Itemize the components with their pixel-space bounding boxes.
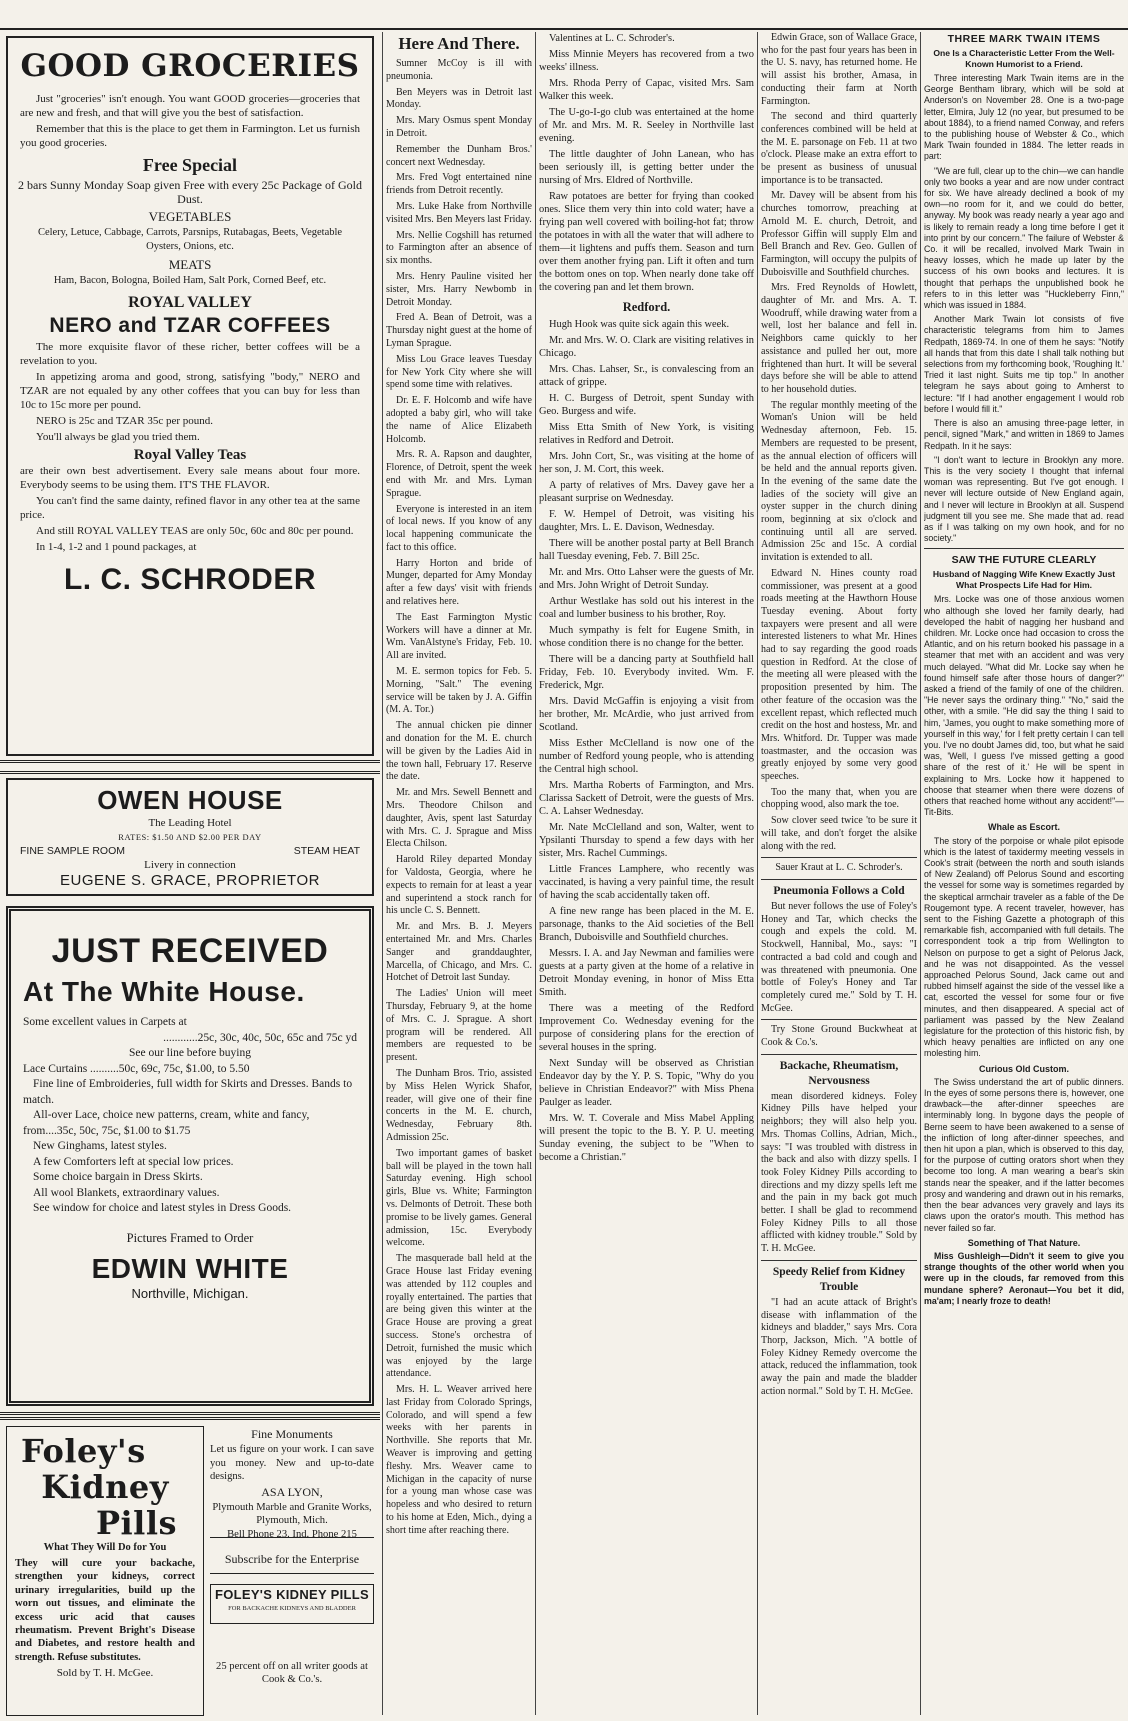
- news-item: Arthur Westlake has sold out his interest in the coal and lumber business to his brother, Roy.: [539, 596, 754, 620]
- monuments-body: Let us figure on your work. I can save you money. New and up-to-date designs.: [210, 1444, 374, 1483]
- sample-room-label: FINE SAMPLE ROOM: [20, 845, 126, 857]
- col4-divider-2: [761, 879, 917, 880]
- news-item: H. C. Burgess of Detroit, spent Sunday with Geo. Burgess and wife.: [539, 393, 754, 417]
- owen-house-title: OWEN HOUSE: [97, 785, 283, 815]
- custom-body: The Swiss understand the art of public dinners. In the eyes of some persons there is, however, one drawback—the after-dinner speeches are interminably long. In bygone days the people of Berne seem to have been awakened to a sense of the infliction of long after-dinner speeches, and then hit upon a plan, which is observed to this day, for the purpose of cutting orators short when they become too long. A man wearing a bear's skin stands near the speaker, and if the latter becomes prosy and wandering and drawn out in his remarks, then the bear advances very gravely and lays its claws upon the orator's mouth. This method has never failed so far.: [924, 1076, 1124, 1233]
- news-item: Harold Riley departed Monday for Valdosta, Georgia, where he expects to remain for at least a year and superintend a stock ranch for his uncle C. S. Bennett.: [386, 854, 532, 917]
- discount-notice: 25 percent off on all writer goods at Cook & Co.'s.: [216, 1661, 368, 1686]
- backache-heading: Backache, Rheumatism, Nervousness: [779, 1059, 899, 1087]
- news-item: Mrs. Fred Reynolds of Howlett, daughter of Mr. and Mrs. A. T. Woodruff, while drawing water from a well, lost her balance and fell in. Neighbors came quickly to her assistance and pulled her out, more frightened than hurt. It will be several days before she will be able to attend to her household duties.: [761, 282, 917, 395]
- news-item: Mrs. Henry Pauline visited her sister, Mrs. Harry Newbomb in Detroit Monday.: [386, 270, 532, 308]
- column-features: [924, 32, 1124, 1712]
- community-items: [761, 32, 917, 853]
- news-item: Edwin Grace, son of Wallace Grace, who for the past four years has been in the U. S. navy, has returned home. He will assist his brother, Amasa, in conducting their farm at North Farmington.: [761, 32, 917, 107]
- white-line-7: New Ginghams, latest styles.: [33, 1140, 167, 1152]
- coffee-text-4: You'll always be glad you tried them.: [36, 431, 200, 443]
- white-house-list: [23, 1015, 357, 1217]
- news-item: Miss Etta Smith of New York, is visiting relatives in Redford and Detroit.: [539, 422, 754, 446]
- owen-house-subtitle: The Leading Hotel: [148, 817, 232, 829]
- news-item: Mrs. Mary Osmus spent Monday in Detroit.: [386, 115, 532, 139]
- column-rule-2: [535, 32, 536, 1715]
- foley-small-ad: [210, 1584, 374, 1624]
- news-item: Mr. and Mrs. B. J. Meyers entertained Mr. and Mrs. Charles Sanger and granddaughter, Marcella, of Chicago, and Mrs. C. Hotchet of Detroit last Sunday.: [386, 921, 532, 984]
- news-item: Raw potatoes are better for frying than cooked ones. Slice them very thin into cold water; have a frying pan well covered with boiling-hot fat; throw the potatoes in with all the water that will adhere to them—it lightens and puffs them. Season and turn over them another frying pan. Lift it often and turn the bottom ones on top. When nearly done take off the covering pan and let them brown.: [539, 191, 754, 293]
- twain-subheading: One Is a Characteristic Letter From the Well-Known Humorist to a Friend.: [933, 48, 1115, 69]
- news-item: Mr. Davey will be absent from his churches tomorrow, preaching at Arnold M. E. church, Detroit, and Professor Giffin will supply Elm and Bell Branch and Rev. Geo. Gullen of Farmington, will occupy the pulpits of Duboisville and Southfield churches.: [761, 190, 917, 278]
- column-redford: [539, 32, 754, 1712]
- buckwheat-notice: Try Stone Ground Buckwheat at Cook & Co.'s.: [761, 1024, 917, 1049]
- news-item: Much sympathy is felt for Eugene Smith, in whose condition there is no change for the better.: [539, 625, 754, 649]
- monuments-title: Fine Monuments: [251, 1427, 333, 1441]
- foley-body: They will cure your backache, strengthen your kidneys, correct urinary irregularities, build up the worn out tissues, and eliminate the excess uric acid that causes rheumatism. Prevent Bright's Disease and Diabetes, and restore health and strength. Refuse substitutes.: [15, 1558, 195, 1663]
- news-item: The East Farmington Mystic Workers will have a dinner at Mr. Wm. VanAlstyne's Friday, Feb. 10. All are invited.: [386, 611, 532, 662]
- groceries-intro2: Remember that this is the place to get them in Farmington. Let us furnish you good groceries.: [20, 123, 360, 149]
- news-item: Mrs. Nellie Cogshill has returned to Farmington after an absence of six months.: [386, 229, 532, 267]
- article-paragraph: There is also an amusing three-page letter, in pencil, signed "Mark," and written in 1869 to James Redpath. In it he says:: [924, 418, 1124, 451]
- news-item: Two important games of basket ball will be played in the town hall Saturday evening. High school girls, Blue vs. White; Farmington vs. Delmonts of Detroit. These both promise to be lively games. General admission, 15c. Everybody welcome.: [386, 1147, 532, 1249]
- ornament-rule-1: [0, 760, 380, 774]
- news-item: Mrs. Luke Hake from Northville visited Mrs. Ben Meyers last Friday.: [386, 200, 532, 225]
- article-paragraph: Another Mark Twain lot consists of five characteristic telegrams from him to James Redpath, 1869-74. In one of them he says: "Notify all hands that from this date I shall talk nothing but selections from my forthcoming book, 'Roughing It.' Tried it last night. Suits me tip top." In another telegram he says about going to Amherst to lecture: "If I had another engagement I would rob before I would fill it.": [924, 314, 1124, 414]
- news-item: Ben Meyers was in Detroit last Monday.: [386, 86, 532, 111]
- news-item: Sow clover seed twice 'to be sure it will take, and don't forget the alsike along with the red.: [761, 815, 917, 852]
- news-item: Mr. Nate McClelland and son, Walter, went to Ypsilanti Thursday to spend a few days with her sister, Mrs. Rachel Cummings.: [539, 822, 754, 859]
- news-item: The annual chicken pie dinner and donation for the M. E. church will be given by the Ladies Aid in the town hall, February 17. Reserve the date.: [386, 720, 532, 783]
- twain-items: [924, 73, 1124, 544]
- news-item: Mrs. Martha Roberts of Farmington, and Mrs. Clarissa Sackett of Detroit, were the guests of Mrs. C. A. Lahser Wednesday.: [539, 780, 754, 817]
- news-item: There was a meeting of the Redford Improvement Co. Wednesday evening for the purpose of considering plans for the erection of several houses in the spring.: [539, 1003, 754, 1053]
- subscribe-notice: Subscribe for the Enterprise: [210, 1546, 374, 1574]
- white-line-4: Lace Curtains ..........50c, 69c, 75c, $1.00, to 5.50: [23, 1062, 250, 1075]
- free-special-title: Free Special: [142, 155, 238, 175]
- news-item: Mr. and Mrs. W. O. Clark are visiting relatives in Chicago.: [539, 335, 754, 359]
- foley-title-3: Pills: [95, 1504, 177, 1542]
- news-item: Dr. E. F. Holcomb and wife have adopted a baby girl, who will take the name of Alice Elizabeth Holcomb.: [386, 395, 532, 445]
- news-item: F. W. Hempel of Detroit, was visiting his daughter, Mrs. L. E. Davison, Wednesday.: [539, 509, 754, 533]
- top-rule: [0, 28, 1128, 30]
- here-and-there-items: [386, 58, 532, 1538]
- relief-heading: Speedy Relief from Kidney Trouble: [772, 1265, 906, 1293]
- article-paragraph: "We are full, clear up to the chin—we can handle only two books a year and are now under contract for six. We have already declined a book of my own—no room for it, and we could do better, anyway. My book was ready nearly a year ago and is likely to remain ready a long time before I get it into print by our concern." The failure of Webster & Co. it will be recalled, involved Mark Twain in heavy losses, which he made up later by the success of his own books and lectures. It is thought that perhaps the unpublished book he refers to in this letter was "Huckleberry Finn," which was issued in 1884.: [924, 165, 1124, 311]
- news-item: Mrs. Rhoda Perry of Capac, visited Mrs. Sam Walker this week.: [539, 78, 754, 102]
- column-here-and-there: [386, 32, 532, 1712]
- column-rule-1: [382, 32, 383, 1715]
- meats-text: Ham, Bacon, Bologna, Boiled Ham, Salt Pork, Corned Beef, etc.: [53, 275, 327, 286]
- monuments-ad: [210, 1426, 374, 1538]
- news-item: Messrs. I. A. and Jay Newman and families were guests at a party given at the home of a relative in Detroit Monday evening, in honor of Miss Etta Smith.: [539, 948, 754, 998]
- vegetables-title: VEGETABLES: [148, 209, 232, 224]
- news-item: Too the many that, when you are chopping wood, also mark the toe.: [761, 786, 917, 811]
- coffee-text-1: The more exquisite flavor of these richer, better coffees will be a revelation to you.: [20, 341, 360, 367]
- white-line-5: Fine line of Embroideries, full width for Skirts and Dresses. Bands to match.: [23, 1078, 353, 1106]
- news-item: Everyone is interested in an item of local news. If you know of any local happening communicate the fact to this office.: [386, 503, 532, 553]
- news-item: Mr. and Mrs. Sewell Bennett and Mrs. Theodore Chilson and daughter, Avis, spent last Saturday with Mrs. C. J. Sprague and Miss Electa Chilson.: [386, 787, 532, 850]
- pneumonia-heading: Pneumonia Follows a Cold: [773, 885, 905, 897]
- foley-tagline: What They Will Do for You: [43, 1542, 167, 1553]
- redford-heading: Redford.: [622, 300, 671, 314]
- news-item: Mrs. W. T. Coverale and Miss Mabel Appling will present the topic to the B. Y. P. U. meeting Sunday evening, the subject to be "When to become a Christian.": [539, 1113, 754, 1163]
- royal-valley-title: ROYAL VALLEY: [128, 294, 252, 311]
- foley-title-1: Foley's: [21, 1432, 146, 1470]
- white-line-8: A few Comforters left at special low prices.: [33, 1155, 234, 1168]
- news-item: The little daughter of John Lanean, who has been seriously ill, is getting better under the nursing of Mrs. Eldred of Northville.: [539, 149, 754, 186]
- white-line-3: See our line before buying: [129, 1047, 251, 1059]
- monuments-name: ASA LYON,: [261, 1484, 323, 1499]
- ornament-rule-2: [0, 1412, 380, 1420]
- white-house-title-1: JUST RECEIVED: [51, 932, 329, 970]
- coffees-title: NERO and TZAR COFFEES: [49, 314, 331, 337]
- col5-divider-1: [924, 548, 1124, 549]
- foley-pills-ad: [6, 1426, 204, 1716]
- news-item: Hugh Hook was quite sick again this week.: [549, 319, 730, 330]
- teas-title: Royal Valley Teas: [133, 447, 247, 463]
- white-line-11: See window for choice and latest styles in Dress Goods.: [33, 1202, 292, 1214]
- groceries-title: GOOD GROCERIES: [20, 48, 360, 84]
- coffee-text-2: In appetizing aroma and good, strong, satisfying "body," NERO and TZAR are not equaled by any other coffees that you can buy for less than 10c to 15c more per pound.: [20, 371, 360, 411]
- news-item: A party of relatives of Mrs. Davey gave her a pleasant surprise on Wednesday.: [539, 480, 754, 504]
- nature-body: Miss Gushleigh—Didn't it seem to give you strange thoughts of the other world when you were up in the clouds, far removed from this mundane sphere? Aeronaut—You bet it did, ma'am; I nearly froze to death!: [924, 1250, 1124, 1306]
- twain-heading: THREE MARK TWAIN ITEMS: [947, 33, 1101, 45]
- news-item: The Dunham Bros. Trio, assisted by Miss Helen Wyrick Shafor, reader, will give one of their fine concerts in the M. E. church, Wednesday, February 8th. Admission 25c.: [386, 1067, 532, 1143]
- redford-items: [539, 318, 754, 1164]
- sauer-kraut-notice: Sauer Kraut at L. C. Schroder's.: [775, 862, 903, 874]
- pictures-framed: Pictures Framed to Order: [126, 1230, 254, 1245]
- future-heading: SAW THE FUTURE CLEARLY: [951, 554, 1097, 567]
- steam-heat-label: STEAM HEAT: [293, 845, 360, 857]
- column-rule-4: [920, 32, 921, 1715]
- news-item: Sumner McCoy is ill with pneumonia.: [386, 58, 532, 82]
- white-house-ad: [6, 906, 374, 1406]
- free-special-text: 2 bars Sunny Monday Soap given Free with every 25c Package of Gold Dust.: [18, 178, 362, 206]
- owen-house-livery: Livery in connection: [144, 859, 236, 871]
- vegetables-text: Celery, Letuce, Cabbage, Carrots, Parsnips, Rutabagas, Beets, Vegetable Oysters, Onions, etc.: [37, 227, 343, 252]
- foley-small-title: FOLEY'S KIDNEY PILLS: [214, 1587, 370, 1602]
- news-item: Mrs. John Cort, Sr., was visiting at the home of her son, J. M. Cort, this week.: [539, 451, 754, 475]
- local-items: [539, 32, 754, 294]
- news-item: Miss Lou Grace leaves Tuesday for New York City where she will spend some time with relatives.: [386, 353, 532, 391]
- column-community: [761, 32, 917, 1712]
- coffee-text-3: NERO is 25c and TZAR 35c per pound.: [36, 415, 213, 427]
- custom-heading: Curious Old Custom.: [979, 1063, 1069, 1074]
- news-item: There will be another postal party at Bell Branch hall Tuesday evening, Feb. 7. Bill 25c.: [539, 538, 754, 562]
- backache-body: mean disordered kidneys. Foley Kidney Pills have helped your neighbors; they will also help you. Mrs. Thomas Collins, Adrian, Mich., says: "I was troubled with distress in the back and also with dizzy spells. I took Foley Kidney Pills according to directions and my dizzy spells left me and the pain in my back got much better. I shall be glad to recommend Foley Kidney Pills to all those afflicted with kidney trouble." Sold by T. H. McGee.: [761, 1090, 917, 1255]
- white-line-9: Some choice bargain in Dress Skirts.: [33, 1171, 203, 1183]
- col4-divider-1: [761, 857, 917, 858]
- nature-heading: Something of That Nature.: [967, 1237, 1081, 1248]
- teas-text-3: And still ROYAL VALLEY TEAS are only 50c, 60c and 80c per pound.: [36, 525, 354, 537]
- owen-house-rates: RATES: $1.50 AND $2.00 PER DAY: [118, 832, 262, 842]
- here-and-there-heading: Here And There.: [398, 34, 520, 53]
- news-item: Miss Esther McClelland is now one of the number of Redford young people, who is attending the Central high school.: [539, 738, 754, 775]
- col4-divider-5: [761, 1260, 917, 1261]
- pneumonia-body: But never follows the use of Foley's Honey and Tar, which checks the cough and expels the cold. M. Stockwell, Hannibal, Mo., says: "I contracted a bad cold and cough and was threatened with pneumonia. One bottle of Foley's Honey and Tar completely cured me." Sold by T. H. McGee.: [761, 901, 917, 1014]
- article-paragraph: Three interesting Mark Twain items are in the George Bentham library, which will be sold at Anderson's on November 28. One is a two-page letter, Elmira, July 12 (no year, but presumed to be about 1884), to a friend named Conway, and refers to the publishing house of Webster & Co., which Mark Twain founded in 1884. The letter reads in part:: [924, 73, 1124, 162]
- foley-sold-by: Sold by T. H. McGee.: [56, 1667, 154, 1680]
- teas-text-1: are their own best advertisement. Every sale means about four more. Everybody seems to be using them. IT'S THE FLAVOR.: [20, 465, 360, 491]
- whale-body: The story of the porpoise or whale pilot episode which is the latest of taxidermy meeting vessels in Cook's strait (between the north and south islands of New Zealand) off Pelorus Sound and escorting the vessel for some way is sometimes regarded by the skeptical armchair traveler as a fable of the De Rougemont type. A recent traveler, however, has sent to the Fishing Gazette a photograph of this remarkable fish, accompanied with full details. The correspondent took a trip from Wellington to Nelson on purpose to get a sight of Pelorus Jack, and he was not disappointed. As the vessel approached Pelorus Sound, Jack came out and rubbed himself against the side of the vessel like a cat, escorted the vessel for some four or five minutes, and then disappeared. A special act of parliament was passed by the New Zealand legislature for the protection of this historic fish, by which heavy penalties are inflicted on any one molesting him.: [924, 835, 1124, 1059]
- foley-title-2: Kidney: [41, 1468, 169, 1506]
- news-item: Edward N. Hines county road commissioner, was present at a good roads meeting at the Hawthorn House Tuesday evening. About forty taxpayers were present and all were interested listeners to what Mr. Hines had to say regarding the good roads question in Redford. At the close of the meeting all were pleased with the proposition presented by him. The other feature of the occasion was the excellent repast, which reflected much credit on the host and hostess, Mr. and Mrs. Whitford. Dr. Tupper was made toastmaster, and the occasion was greatly enjoyed by some very good speeches.: [761, 567, 917, 783]
- news-item: The masquerade ball held at the Grace House last Friday evening was attended by 112 couples and royally entertained. The parties that are being given this winter at the Grace House are proving a great success. Stone's orchestra of Detroit, furnished the music which was enjoyed by the large attendance.: [386, 1253, 532, 1380]
- future-body: Mrs. Locke was one of those anxious women who although she loved her family dearly, had developed the habit of nagging her husband and children. Mr. Locke once had occasion to cross the Atlantic, and on his return booked his passage in a steamer that met with an accident and was very much delayed. "What did Mr. Locke say when he found himself safe after those hours of danger?" asked a friend of the family of one of the children. "He never says the ordinary thing." "No," said the other, with a smile. "He did say the thing I said to him, 'James, you ought to make something more of yourself in this way,' for I felt pretty certain I can tell you. I've no doubt James did, too, but what he said was, 'Well, I guess I've missed getting a good share of the rest of it.' He will be spent in explaining to Mrs. Locke how it happened to choose that steamer when there were dozens of others that reached home without any accident!"—Tit-Bits.: [924, 594, 1124, 818]
- news-item: Remember the Dunham Bros.' concert next Wednesday.: [386, 143, 532, 168]
- article-paragraph: "I don't want to lecture in Brooklyn any more. This is the very society I thought that infernal woman was representing. But I've got enough. I never will lecture outside of New England again, and I never will lecture in Brooklyn at all. Suspend judgment till you see me. She made that ad. read as if I was talking on my own hook, and for no society.": [924, 454, 1124, 544]
- future-subheading: Husband of Nagging Wife Knew Exactly Just What Prospects Life Had for Him.: [932, 569, 1116, 590]
- groceries-ad: [6, 36, 374, 756]
- news-item: Mr. and Mrs. Otto Lahser were the guests of Mr. and Mrs. John Wright of Detroit Sunday.: [539, 567, 754, 591]
- news-item: M. E. sermon topics for Feb. 5. Morning, "Salt." The evening service will be taken by J. A. Giffin (M. A. Tor.): [386, 666, 532, 716]
- owen-house-features: [20, 844, 360, 858]
- news-item: Miss Minnie Meyers has recovered from a two weeks' illness.: [539, 49, 754, 73]
- owen-house-ad: [6, 778, 374, 896]
- edwin-white-name: EDWIN WHITE: [91, 1252, 289, 1284]
- news-item: The second and third quarterly conferences combined will be held at the M. E. parsonage on Feb. 11 at two o'clock. Please make an extra effort to be present as business of unusual importance is to be transacted.: [761, 111, 917, 186]
- news-item: Next Sunday will be observed as Christian Endeavor day by the Y. P. S. Topic, "Why do you believe in Christian Endeavor?" with Miss Phena Paulger as leader.: [539, 1058, 754, 1108]
- white-house-title-2: At The White House.: [23, 976, 305, 1007]
- white-line-2: ............25c, 30c, 40c, 50c, 65c and 75c yd: [163, 1031, 357, 1044]
- news-item: Little Frances Lamphere, who recently was vaccinated, is having a very painful time, the result of having the scab accidentally taken off.: [539, 864, 754, 901]
- news-item: There will be a dancing party at Southfield hall Friday, Feb. 10. Everybody invited. Wm. F. Frederick, Mgr.: [539, 654, 754, 691]
- white-line-6: All-over Lace, choice new patterns, cream, white and fancy, from....35c, 50c, 75c, $1.00 to $1.75: [23, 1109, 310, 1137]
- teas-text-2: You can't find the same dainty, refined flavor in any other tea at the same price.: [20, 495, 360, 521]
- relief-body: "I had an acute attack of Bright's disease with inflammation of the kidneys and bladder," says Mrs. Cora Thorp, Jackson, Mich. "A bottle of Foley Kidney Remedy overcome the attack, reduced the inflammation, took away the pain and made the bladder action normal." Sold by T. H. McGee.: [761, 1296, 917, 1397]
- news-item: Mrs. David McGaffin is enjoying a visit from her brother, Mr. McArdie, who just arrived from Scotland.: [539, 696, 754, 733]
- column-rule-3: [757, 32, 758, 1715]
- groceries-signature: L. C. SCHRODER: [63, 563, 316, 596]
- owen-house-proprietor: EUGENE S. GRACE, PROPRIETOR: [60, 872, 320, 889]
- monuments-works: Plymouth Marble and Granite Works, Plymouth, Mich.: [212, 1502, 372, 1527]
- col4-divider-4: [761, 1054, 917, 1055]
- news-item: Valentines at L. C. Schroder's.: [549, 33, 675, 44]
- monuments-phones: Bell Phone 23. Ind. Phone 215: [227, 1528, 357, 1540]
- news-item: The regular monthly meeting of the Woman's Union will be held Wednesday afternoon, Feb. 15. Members are requested to be present, as the annual election of officers will be held and the annual reports given. In the evening of the same date the ladies of the society will give an oyster supper in the church dining room, beginning at six o'clock and continuing until all are served. Admission 25c and 15c. A cordial invitation is extended to all.: [761, 399, 917, 564]
- meats-title: MEATS: [168, 257, 212, 272]
- teas-text-4: In 1-4, 1-2 and 1 pound packages, at: [36, 541, 197, 553]
- whale-heading: Whale as Escort.: [987, 822, 1061, 833]
- news-item: Mrs. H. L. Weaver arrived here last Friday from Colorado Springs, Colorado, and will spend a few weeks with her parents in Northville. She reports that Mr. Weaver is improving and getting fleshy. Mrs. Weaver came to Michigan in the capacity of nurse for a young man whose case was hopeless and who desired to return to his home at Eden, Mich., dying a short time after reaching there.: [386, 1384, 532, 1536]
- news-item: Mrs. R. A. Rapson and daughter, Florence, of Detroit, spent the week end with Mr. and Mrs. Lyman Sprague.: [386, 449, 532, 499]
- news-item: Mrs. Fred Vogt entertained nine friends from Detroit recently.: [386, 172, 532, 197]
- news-item: Mrs. Chas. Lahser, Sr., is convalescing from an attack of grippe.: [539, 364, 754, 388]
- news-item: Harry Horton and bride of Munger, departed for Amy Monday after a few days' visit with friends and relatives here.: [386, 557, 532, 608]
- white-line-1: Some excellent values in Carpets at: [23, 1016, 187, 1028]
- groceries-intro1: Just "groceries" isn't enough. You want GOOD groceries—groceries that are new and fresh, and that will give you the best of satisfaction.: [20, 93, 360, 119]
- col4-divider-3: [761, 1019, 917, 1020]
- white-line-10: All wool Blankets, extraordinary values.: [33, 1186, 220, 1199]
- foley-small-subtitle: FOR BACKACHE KIDNEYS AND BLADDER: [228, 1605, 356, 1612]
- edwin-white-place: Northville, Michigan.: [131, 1285, 249, 1301]
- news-item: Fred A. Bean of Detroit, was a Thursday night guest at the home of Lyman Sprague.: [386, 312, 532, 349]
- news-item: A fine new range has been placed in the M. E. parsonage, thanks to the Aid societies of the Bell Branch, Duboisville and Southfield churches.: [539, 906, 754, 943]
- news-item: The U-go-I-go club was entertained at the home of Mr. and Mrs. M. R. Seeley in Northville last evening.: [539, 107, 754, 144]
- news-item: The Ladies' Union will meet Thursday, February 9, at the home of Mrs. C. J. Sprague. A short program will be rendered. All members are requested to be present.: [386, 988, 532, 1064]
